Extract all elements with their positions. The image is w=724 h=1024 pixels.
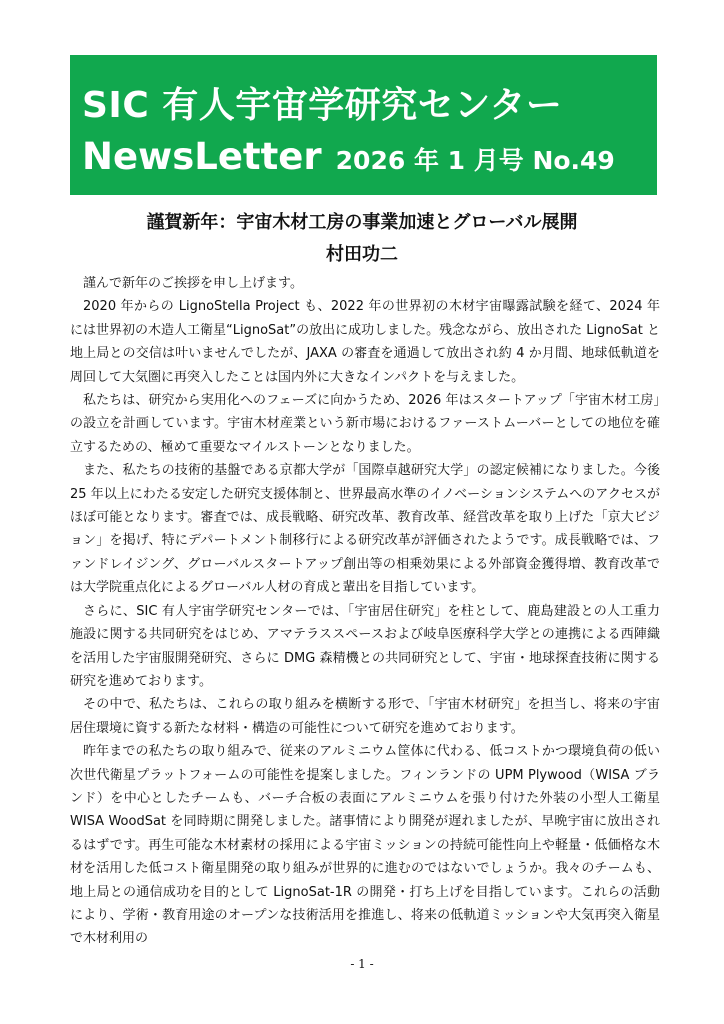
masthead-line: [82, 135, 615, 178]
paragraph: その中で、私たちは、これらの取り組みを横断する形で、「宇宙木材研究」を担当し、将来の宇宙居住環境に資する新たな材料・構造の可能性について研究を進めております。: [70, 697, 660, 736]
paragraph: また、私たちの技術的基盤である京都大学が「国際卓越研究大学」の認定候補になりました。今後 25 年以上にわたる安定した研究支援体制と、世界最高水準のイノベーションシステムへのアクセスがほぼ可能となります。審査では、成長戦略、研究改革、教育改革、経営改革を取り上げた「京大ビジョン」を掲げ、特にデパートメント制移行による研究改革が評価されたようです。成長戦略では、ファンドレイジング、グローバルスタートアップ創出等の相乗効果による外部資金獲得増、教育改革では大学院重点化によるグローバル人材の育成と輩出を目指しています。: [70, 463, 660, 596]
issue-label: 2026 年 1 月号 No.49: [335, 146, 615, 175]
paragraph: さらに、SIC 有人宇宙学研究センターでは、「宇宙居住研究」を柱として、鹿島建設との人工重力施設に関する共同研究をはじめ、アマテラススペースおよび岐阜医療科学大学との連携による西陣織を活用した宇宙服開発研究、さらに DMG 森精機との共同研究として、宇宙・地球探査技術に関する研究を進めております。: [70, 603, 660, 689]
page-number: - 1 -: [350, 957, 374, 971]
article-author: 村田功二: [326, 244, 398, 265]
newsletter-banner: [70, 55, 657, 195]
newsletter-brand: NewsLetter: [82, 135, 322, 178]
paragraph: 私たちは、研究から実用化へのフェーズに向かうため、2026 年はスタートアップ「宇宙木材工房」の設立を計画しています。宇宙木材産業という新市場におけるファーストムーバーとしての地位を確立するための、極めて重要なマイルストーンとなりました。: [70, 393, 660, 455]
paragraph: 2020 年からの LignoStella Project も、2022 年の世界初の木材宇宙曝露試験を経て、2024 年には世界初の木造人工衛星“LignoSat”の放出に成功しました。残念ながら、放出された LignoSat と地上局との交信は叶いませんでしたが、JAXA の審査を通過して放出され約 4 か月間、地球低軌道を周回して大気圏に再突入したことは国内外に大きなインパクトを与えました。: [70, 299, 660, 385]
article-body: [70, 272, 660, 951]
center-name: SIC 有人宇宙学研究センター: [82, 85, 563, 126]
article-title: 謹賀新年：宇宙木材工房の事業加速とグローバル展開: [146, 212, 578, 233]
paragraph: 謹んで新年のご挨拶を申し上げます。: [83, 276, 303, 291]
paragraph: 昨年までの私たちの取り組みで、従来のアルミニウム筐体に代わる、低コストかつ環境負荷の低い次世代衛星プラットフォームの可能性を提案しました。フィンランドの UPM Plywood（WISA ブランド）を中心としたチームも、バーチ合板の表面にアルミニウムを張り付けた外装の小型人工衛星 WISA WoodSat を同時期に開発しました。諸事情により開発が遅れましたが、早晩宇宙に放出されるはずです。再生可能な木材素材の採用による宇宙ミッションの持続可能性向上や軽量・低価格な木材を活用した低コスト衛星開発の取り組みが世界的に進むのではないでしょうか。我々のチームも、地上局との通信成功を目的として LignoSat-1R の開発・打ち上げを目指しています。これらの活動により、学術・教育用途のオープンな技術活用を推進し、将来の低軌道ミッションや大気再突入衛星で木材利用の: [70, 744, 661, 947]
